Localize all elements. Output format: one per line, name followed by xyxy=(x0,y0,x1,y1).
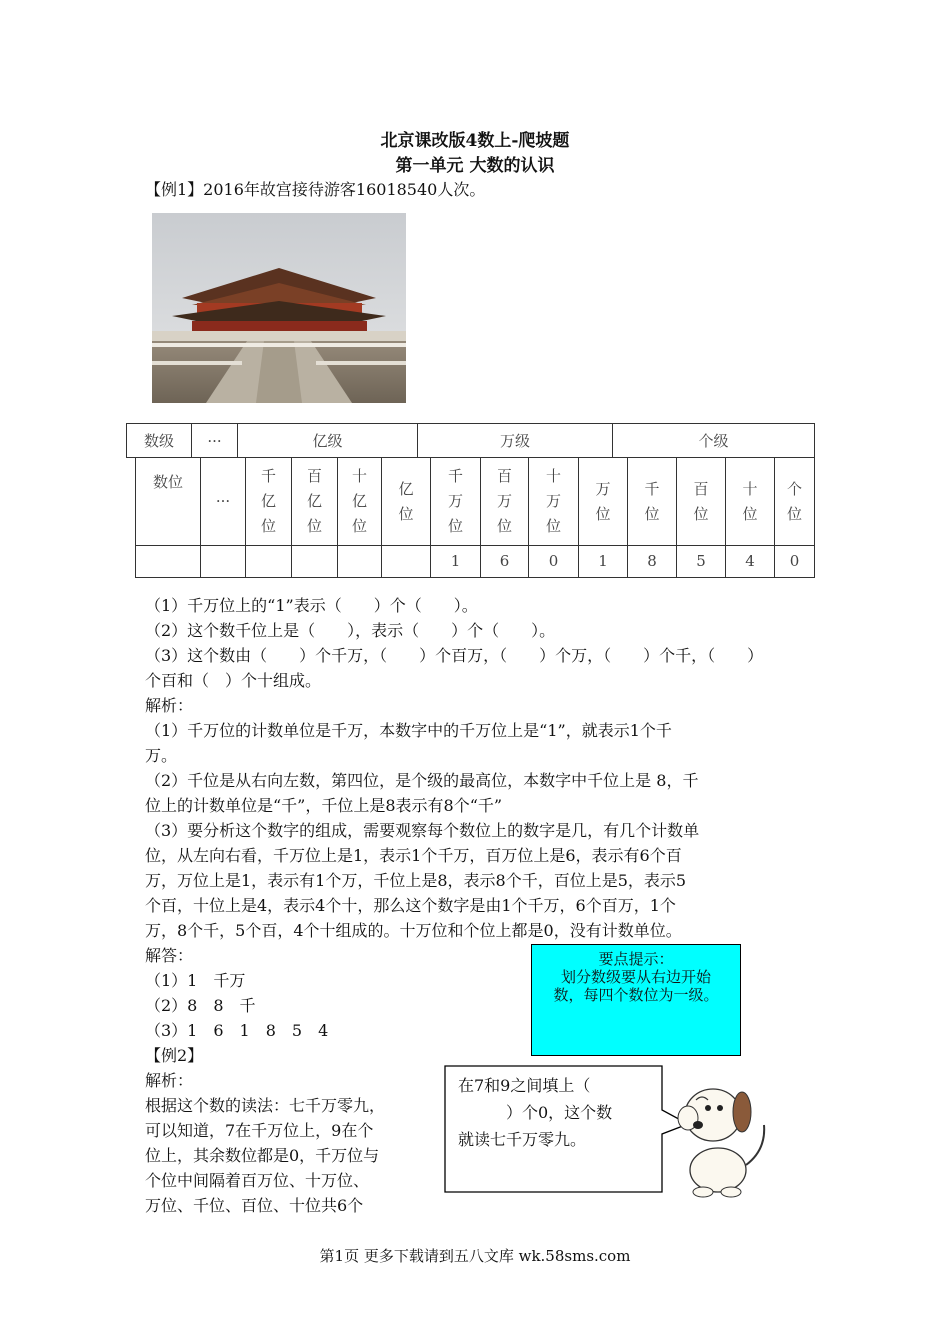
answer-3: （3）1 6 1 8 5 4 xyxy=(145,1021,329,1040)
place-baiyi: 百 亿 位 xyxy=(292,458,338,546)
value-cell: 1 xyxy=(579,546,628,578)
place-ge: 个 位 xyxy=(775,458,815,546)
place-baiwan: 百 万 位 xyxy=(481,458,529,546)
page-title: 北京课改版4数上-爬坡题 xyxy=(380,131,570,151)
level-cell: ··· xyxy=(192,424,238,458)
forbidden-city-photo xyxy=(152,213,406,403)
value-cell xyxy=(246,546,292,578)
analysis-text-2: 个位中间隔着百万位、十万位、 xyxy=(145,1171,370,1190)
key-point-text: 数，每四个数位为一级。 xyxy=(553,986,719,1004)
key-point-box xyxy=(531,944,741,1056)
key-point-text: 划分数级要从右边开始 xyxy=(560,968,711,986)
place-qianyi: 千 亿 位 xyxy=(246,458,292,546)
analysis-text-2: 位上，其余数位都是0，千万位与 xyxy=(145,1146,380,1165)
section-title: 第一单元 大数的认识 xyxy=(395,156,555,176)
analysis-label: 解析： xyxy=(145,696,194,715)
question-3: （3）这个数由（ ）个千万，（ ）个百万，（ ）个万，（ ）个千，（ ） xyxy=(145,646,764,665)
question-3-cont: 个百和（ ）个十组成。 xyxy=(145,671,322,690)
question-2: （2）这个数千位上是（ ），表示（ ）个（ ）。 xyxy=(145,621,556,640)
place-shiyi: 十 亿 位 xyxy=(338,458,382,546)
answer-2: （2）8 8 千 xyxy=(145,996,256,1015)
level-cell-ge: 个级 xyxy=(613,424,815,458)
level-cell-wan: 万级 xyxy=(418,424,613,458)
analysis-text: 个百，十位上是4，表示4个十，那么这个数字是由1个千万，6个百万，1个 xyxy=(145,896,676,915)
place-value-table xyxy=(135,457,815,578)
bubble-line: 在7和9之间填上（ xyxy=(458,1076,591,1095)
place-bai: 百 位 xyxy=(677,458,726,546)
answer-label: 解答： xyxy=(145,946,194,965)
analysis-text: （3）要分析这个数字的组成，需要观察每个数位上的数字是几，有几个计数单 xyxy=(145,821,700,840)
place-shiwan: 十 万 位 xyxy=(529,458,579,546)
analysis-text: 位上的计数单位是“千”，千位上是8表示有8个“千” xyxy=(145,796,503,815)
analysis-text: （1）千万位的计数单位是千万，本数字中的千万位上是“1”，就表示1个千 xyxy=(145,721,672,740)
analysis-text: 万，8个千，5个百，4个十组成的。十万位和个位上都是0，没有计数单位。 xyxy=(145,921,682,940)
value-cell: 4 xyxy=(726,546,775,578)
value-cell: 0 xyxy=(529,546,579,578)
question-1: （1）千万位上的“1”表示（ ）个（ ）。 xyxy=(145,596,478,615)
analysis-text-2: 万位、千位、百位、十位共6个 xyxy=(145,1196,364,1215)
value-cell: 1 xyxy=(431,546,481,578)
thinking-dog-illustration xyxy=(668,1070,778,1200)
value-cell: 0 xyxy=(775,546,815,578)
analysis-text: 位，从左向右看，千万位上是1，表示1个千万，百万位上是6，表示有6个百 xyxy=(145,846,682,865)
place-yi: 亿 位 xyxy=(382,458,431,546)
page-footer: 第1页 更多下载请到五八文库 wk.58sms.com xyxy=(319,1247,631,1265)
value-cell: 6 xyxy=(481,546,529,578)
value-cell xyxy=(338,546,382,578)
place-header: 数位 xyxy=(136,458,201,546)
place-qianwan: 千 万 位 xyxy=(431,458,481,546)
bubble-line: ）个0，这个数 xyxy=(458,1103,613,1122)
place-wan: 万 位 xyxy=(579,458,628,546)
place-qian: 千 位 xyxy=(628,458,677,546)
value-cell: 5 xyxy=(677,546,726,578)
analysis-text: （2）千位是从右向左数，第四位，是个级的最高位，本数字中千位上是 8，千 xyxy=(145,771,699,790)
value-cell xyxy=(292,546,338,578)
value-cell xyxy=(201,546,246,578)
speech-bubble-text xyxy=(445,1066,662,1192)
dots-cell: ··· xyxy=(201,458,246,546)
level-header-table xyxy=(126,423,815,458)
level-cell: 数级 xyxy=(127,424,192,458)
key-point-heading: 要点提示： xyxy=(598,950,674,968)
analysis-text: 万，万位上是1，表示有1个万，千位上是8，表示8个千，百位上是5，表示5 xyxy=(145,871,687,890)
analysis-text-2: 根据这个数的读法：七千万零九， xyxy=(145,1096,386,1115)
place-shi: 十 位 xyxy=(726,458,775,546)
value-cell: 8 xyxy=(628,546,677,578)
analysis-text-2: 可以知道，7在千万位上，9在个 xyxy=(145,1121,374,1140)
answer-1: （1）1 千万 xyxy=(145,971,246,990)
bubble-line: 就读七千万零九。 xyxy=(458,1130,587,1149)
level-cell-yi: 亿级 xyxy=(238,424,418,458)
example-1-heading: 【例1】2016年故宫接待游客16018540人次。 xyxy=(145,180,486,199)
analysis-label-2: 解析： xyxy=(145,1071,194,1090)
example-2-heading: 【例2】 xyxy=(145,1046,204,1065)
value-cell xyxy=(136,546,201,578)
analysis-text: 万。 xyxy=(145,746,178,765)
value-cell xyxy=(382,546,431,578)
